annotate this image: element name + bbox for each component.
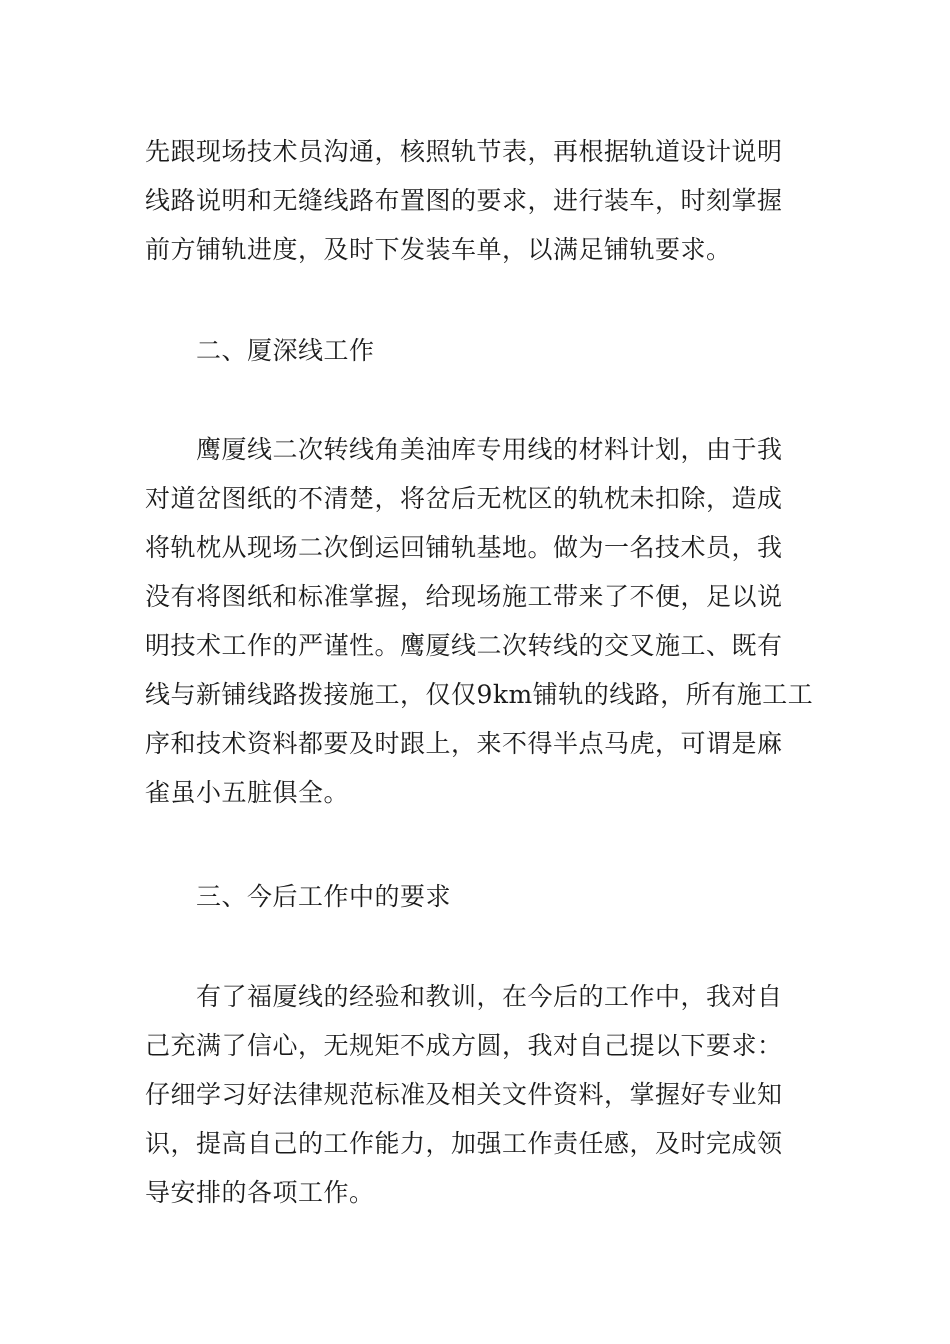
paragraph-line: 没有将图纸和标准掌握，给现场施工带来了不便，足以说 bbox=[145, 582, 783, 611]
paragraph-line: 将轨枕从现场二次倒运回铺轨基地。做为一名技术员，我 bbox=[145, 533, 783, 562]
paragraph-line: 己充满了信心，无规矩不成方圆，我对自己提以下要求： bbox=[145, 1031, 783, 1060]
paragraph-line: 明技术工作的严谨性。鹰厦线二次转线的交叉施工、既有 bbox=[145, 631, 783, 660]
paragraph-line: 序和技术资料都要及时跟上，来不得半点马虎，可谓是麻 bbox=[145, 729, 783, 758]
paragraph-line: 有了福厦线的经验和教训，在今后的工作中，我对自 bbox=[196, 982, 783, 1011]
section-heading-xiashen: 二、厦深线工作 bbox=[196, 336, 375, 365]
paragraph-yingxia-line bbox=[145, 425, 814, 817]
paragraph-line: 仔细学习好法律规范标准及相关文件资料，掌握好专业知 bbox=[145, 1080, 783, 1109]
paragraph-line: 导安排的各项工作。 bbox=[145, 1178, 375, 1207]
paragraph-line: 鹰厦线二次转线角美油库专用线的材料计划，由于我 bbox=[196, 435, 783, 464]
paragraph-line: 线与新铺线路拨接施工，仅仅9km铺轨的线路，所有施工工 bbox=[145, 680, 814, 709]
paragraph-line: 先跟现场技术员沟通，核照轨节表，再根据轨道设计说明 bbox=[145, 137, 783, 166]
paragraph-line: 识，提高自己的工作能力，加强工作责任感，及时完成领 bbox=[145, 1129, 783, 1158]
paragraph-line: 前方铺轨进度，及时下发装车单，以满足铺轨要求。 bbox=[145, 235, 732, 264]
paragraph-line: 雀虽小五脏俱全。 bbox=[145, 778, 350, 807]
paragraph-future-work bbox=[145, 972, 810, 1217]
paragraph-material-loading bbox=[145, 127, 810, 274]
paragraph-line: 对道岔图纸的不清楚，将岔后无枕区的轨枕未扣除，造成 bbox=[145, 484, 783, 513]
section-heading-future-requirements: 三、今后工作中的要求 bbox=[196, 882, 452, 911]
paragraph-line: 线路说明和无缝线路布置图的要求，进行装车，时刻掌握 bbox=[145, 186, 783, 215]
